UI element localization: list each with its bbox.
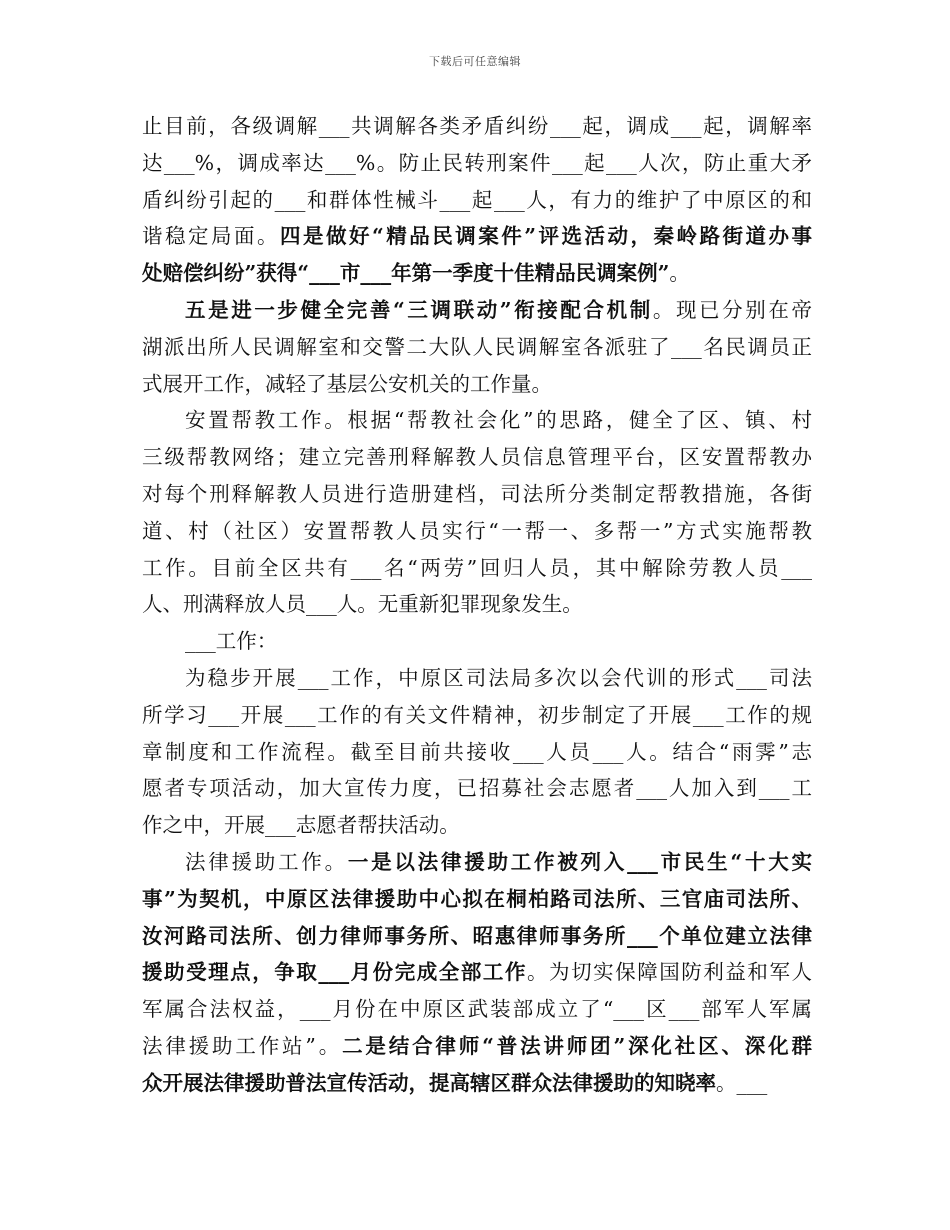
text-segment: 道、村（社区）安置帮教人员实行“一帮一、多帮一”方式实施帮教 — [142, 518, 812, 543]
bold-text-segment: 四是做好“精品民调案件”评选活动，秦岭路街道办事 — [279, 224, 812, 249]
page-header: 下载后可任意编辑 — [429, 55, 521, 68]
text-line — [142, 586, 812, 623]
text-line — [142, 255, 812, 292]
text-segment: 工作。目前全区共有___名“两劳”回归人员，其中解除劳教人员___ — [142, 555, 812, 580]
text-segment: 愿者专项活动，加大宣传力度，已招募社会志愿者___人加入到___工 — [142, 776, 812, 801]
text-line — [142, 476, 812, 513]
text-segment: 。现已分别在帝 — [652, 297, 812, 322]
text-segment: 式展开工作，减轻了基层公安机关的工作量。 — [142, 371, 552, 396]
text-line — [142, 1065, 812, 1102]
text-line — [142, 366, 812, 403]
text-segment: 。为切实保障国防利益和军人 — [526, 960, 813, 985]
text-line — [142, 1028, 812, 1065]
text-segment: 作之中，开展___志愿者帮扶活动。 — [142, 813, 460, 838]
text-line — [142, 991, 812, 1028]
text-segment: 为稳步开展___工作，中原区司法局多次以会代训的形式___司法 — [185, 665, 812, 690]
text-segment: 三级帮教网络；建立完善刑释解教人员信息管理平台，区安置帮教办 — [142, 445, 812, 470]
text-segment: 章制度和工作流程。截至目前共接收___人员___人。结合“雨霁”志 — [142, 739, 812, 764]
text-line — [142, 807, 812, 844]
text-line — [142, 145, 812, 182]
bold-text-segment: 事”为契机，中原区法律援助中心拟在桐柏路司法所、三官庙司法所、 — [142, 886, 812, 911]
text-line — [142, 439, 812, 476]
text-line — [142, 954, 812, 991]
text-line — [142, 402, 812, 439]
text-line — [142, 108, 812, 145]
bold-text-segment: 一是以法律援助工作被列入___市民生“十大实 — [347, 849, 812, 874]
text-line — [142, 292, 812, 329]
text-line — [142, 734, 812, 771]
text-segment: 湖派出所人民调解室和交警二大队人民调解室各派驻了___名民调员正 — [142, 334, 812, 359]
text-line — [142, 218, 812, 255]
text-line — [142, 623, 812, 660]
text-segment: 人、刑满释放人员___人。无重新犯罪现象发生。 — [142, 592, 583, 617]
text-line — [142, 660, 812, 697]
text-line — [142, 918, 812, 955]
text-segment: ___工作： — [185, 629, 278, 654]
text-segment: 。 — [669, 261, 690, 286]
text-line — [142, 697, 812, 734]
bold-text-segment: 援助受理点，争取___月份完成全部工作 — [142, 960, 527, 985]
document-body — [142, 108, 812, 1102]
text-segment: 法律援助工作站”。 — [142, 1033, 343, 1058]
text-line — [142, 844, 812, 881]
text-line — [142, 513, 812, 550]
bold-text-segment: 众开展法律援助普法宣传活动，提高辖区群众法律援助的知晓率 — [142, 1070, 716, 1095]
text-segment: 。___ — [716, 1070, 768, 1095]
text-segment: 达___%，调成率达___%。防止民转刑案件___起___人次，防止重大矛 — [142, 150, 812, 175]
text-line — [142, 182, 812, 219]
bold-text-segment: 汝河路司法所、创力律师事务所、昭惠律师事务所___个单位建立法律 — [142, 923, 812, 948]
text-segment: 止目前，各级调解___共调解各类矛盾纠纷___起，调成___起，调解率 — [142, 114, 812, 138]
text-line — [142, 329, 812, 366]
text-line — [142, 550, 812, 587]
text-segment: 谐稳定局面。 — [142, 224, 280, 249]
text-segment: 盾纠纷引起的___和群体性械斗___起___人，有力的维护了中原区的和 — [142, 187, 812, 212]
text-segment: 对每个刑释解教人员进行造册建档，司法所分类制定帮教措施，各街 — [142, 481, 812, 506]
text-segment: 安置帮教工作。根据“帮教社会化”的思路，健全了区、镇、村 — [185, 408, 812, 433]
text-line — [142, 881, 812, 918]
bold-text-segment: 二是结合律师“普法讲师团”深化社区、深化群 — [342, 1033, 812, 1058]
text-segment: 所学习___开展___工作的有关文件精神，初步制定了开展___工作的规 — [142, 702, 812, 727]
text-line — [142, 770, 812, 807]
text-segment: 法律援助工作。 — [185, 849, 348, 874]
bold-text-segment: 五是进一步健全完善“三调联动”衔接配合机制 — [185, 297, 653, 322]
text-segment: 军属合法权益，___月份在中原区武装部成立了“___区___部军人军属 — [142, 997, 812, 1022]
bold-text-segment: 处赔偿纠纷”获得“___市___年第一季度十佳精品民调案例” — [142, 261, 670, 286]
